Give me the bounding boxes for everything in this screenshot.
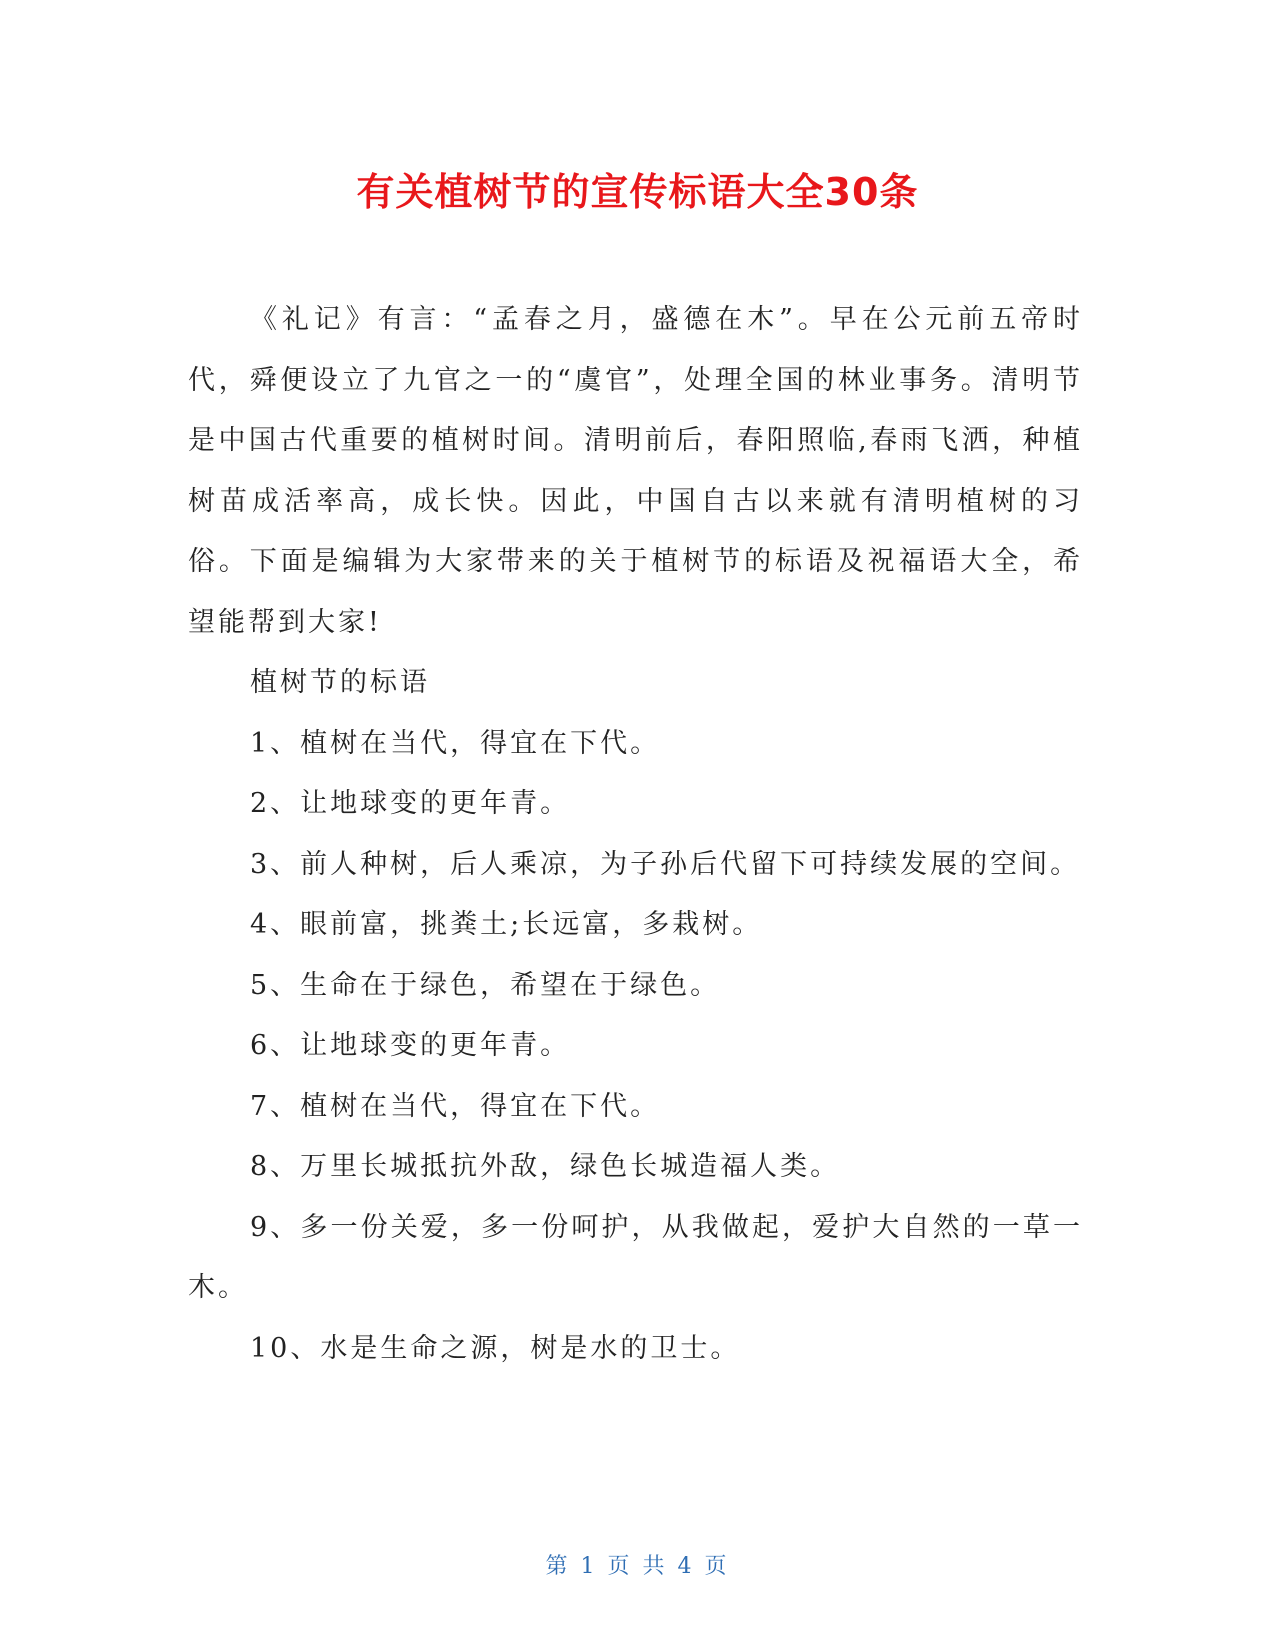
- slogan-item: 1、植树在当代，得宜在下代。: [250, 727, 661, 759]
- document-title: 有关植树节的宣传标语大全30条: [356, 170, 919, 214]
- slogan-item: 10、水是生命之源，树是水的卫士。: [250, 1332, 741, 1364]
- slogan-item: 7、植树在当代，得宜在下代。: [250, 1090, 661, 1122]
- slogan-item: 9、多一份关爱，多一份呵护，从我做起，爱护大自然的一草一木。: [188, 1211, 1083, 1303]
- slogan-item: 4、眼前富，挑粪土;长远富，多栽树。: [250, 909, 763, 940]
- page-number: 第 1 页 共 4 页: [545, 1554, 730, 1579]
- intro-paragraph: 《礼记》有言：“孟春之月，盛德在木”。早在公元前五帝时代，舜便设立了九官之一的“虞官”，处理全国的林业事务。清明节是中国古代重要的植树时间。清明前后，春阳照临,春雨飞洒，种植树苗成活率高，成长快。因此，中国自古以来就有清明植树的习俗。下面是编辑为大家带来的关于植树节的标语及祝福语大全，希望能帮到大家!: [188, 304, 1083, 638]
- section-heading: 植树节的标语: [250, 667, 430, 698]
- slogan-item: 6、让地球变的更年青。: [250, 1030, 571, 1061]
- document-body: [188, 290, 1083, 1379]
- slogan-item: 8、万里长城抵抗外敌，绿色长城造福人类。: [250, 1151, 841, 1182]
- slogan-item: 2、让地球变的更年青。: [250, 788, 571, 819]
- slogan-item: 3、前人种树，后人乘凉，为子孙后代留下可持续发展的空间。: [250, 848, 1081, 880]
- slogan-item: 5、生命在于绿色，希望在于绿色。: [250, 969, 721, 1001]
